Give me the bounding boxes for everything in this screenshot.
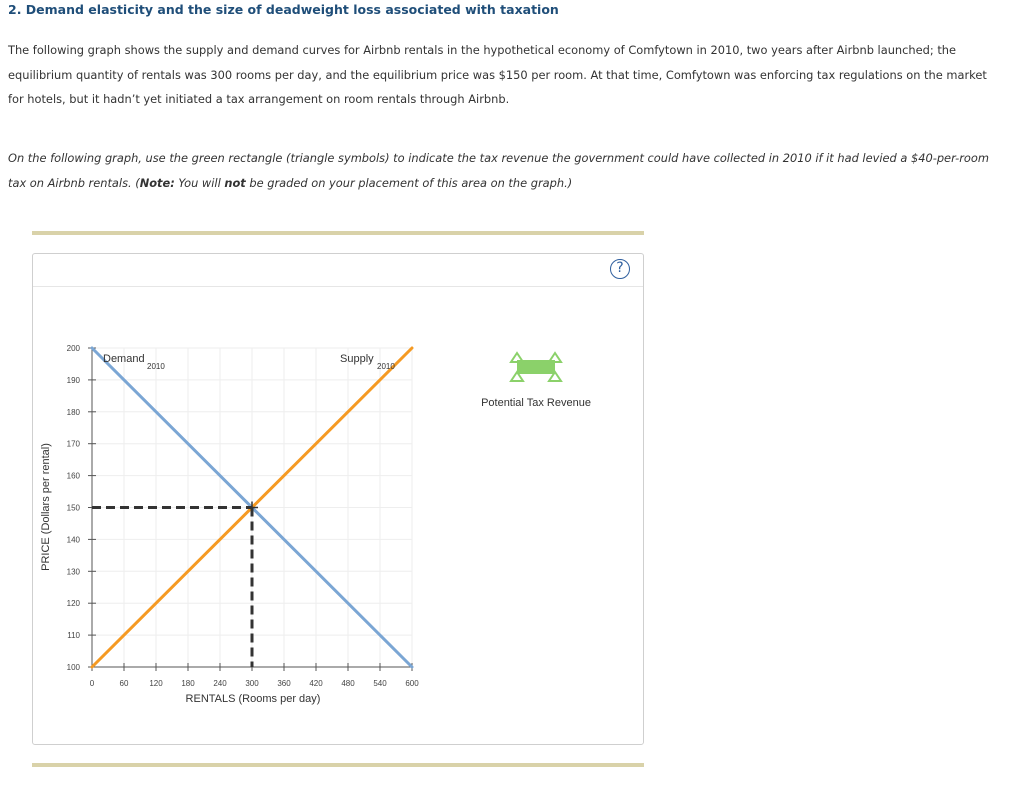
- tax-revenue-tool[interactable]: [511, 353, 561, 381]
- supply-curve-subscript: 2010: [377, 362, 395, 371]
- top-divider: [32, 231, 644, 235]
- y-axis-label: PRICE (Dollars per rental): [40, 443, 52, 571]
- x-tick-label: 240: [213, 679, 227, 688]
- y-tick-label: 140: [66, 535, 80, 545]
- graph-panel: [32, 253, 644, 745]
- instruction-text-3: be graded on your placement of this area on the graph.): [245, 175, 573, 190]
- x-tick-label: 420: [309, 679, 323, 688]
- y-tick-label: 160: [66, 471, 80, 481]
- y-tick-label: 100: [66, 663, 80, 672]
- question-instruction: [8, 146, 998, 195]
- y-tick-label: 130: [66, 567, 80, 577]
- not-emphasis: not: [224, 175, 246, 190]
- x-tick-label: 540: [373, 679, 387, 688]
- y-tick-label: 110: [67, 631, 80, 641]
- y-tick-label: 190: [66, 375, 80, 385]
- chart-svg: [33, 254, 643, 744]
- y-tick-label: 180: [66, 407, 80, 417]
- x-axis-label: RENTALS (Rooms per day): [185, 693, 321, 705]
- y-tick-label: 150: [66, 503, 80, 513]
- x-tick-label: 180: [181, 679, 195, 688]
- x-tick-label: 480: [341, 679, 355, 688]
- y-tick-label: 120: [66, 599, 80, 609]
- x-tick-label: 300: [245, 679, 259, 688]
- chart-labels: [103, 353, 395, 371]
- instruction-text-2: You will: [174, 175, 225, 190]
- x-tick-label: 60: [119, 679, 129, 688]
- demand-curve-label: Demand: [103, 353, 145, 365]
- instruction-text-1: On the following graph, use the green rectangle (triangle symbols) to indicate the tax revenue the government could have collected in 2010 if it had levied a $40-per-room tax on Airbnb rentals. (: [8, 151, 989, 190]
- y-tick-label: 170: [66, 439, 80, 449]
- bottom-divider: [32, 763, 644, 767]
- x-tick-label: 0: [89, 679, 95, 688]
- supply-curve-label: Supply: [340, 353, 374, 365]
- y-tick-label: 200: [66, 344, 80, 353]
- help-icon[interactable]: ?: [610, 259, 630, 279]
- note-label: Note:: [139, 175, 175, 190]
- demand-curve-subscript: 2010: [147, 362, 165, 371]
- question-description: The following graph shows the supply and demand curves for Airbnb rentals in the hypothetical economy of Comfytown in 2010, two years after Airbnb launched; the equilibrium quantity of rentals was 300 rooms per day, and the equilibrium price was $150 per room. At that time, Comfytown was enforcing tax regulations on the market for hotels, but it hadn’t yet initiated a tax arrangement on room rentals through Airbnb.: [8, 43, 987, 106]
- x-tick-label: 120: [149, 679, 163, 688]
- legend-label: Potential Tax Revenue: [481, 397, 591, 409]
- question-title: 2. Demand elasticity and the size of deadweight loss associated with taxation: [8, 2, 559, 17]
- x-tick-label: 360: [277, 679, 291, 688]
- x-tick-label: 600: [405, 679, 419, 688]
